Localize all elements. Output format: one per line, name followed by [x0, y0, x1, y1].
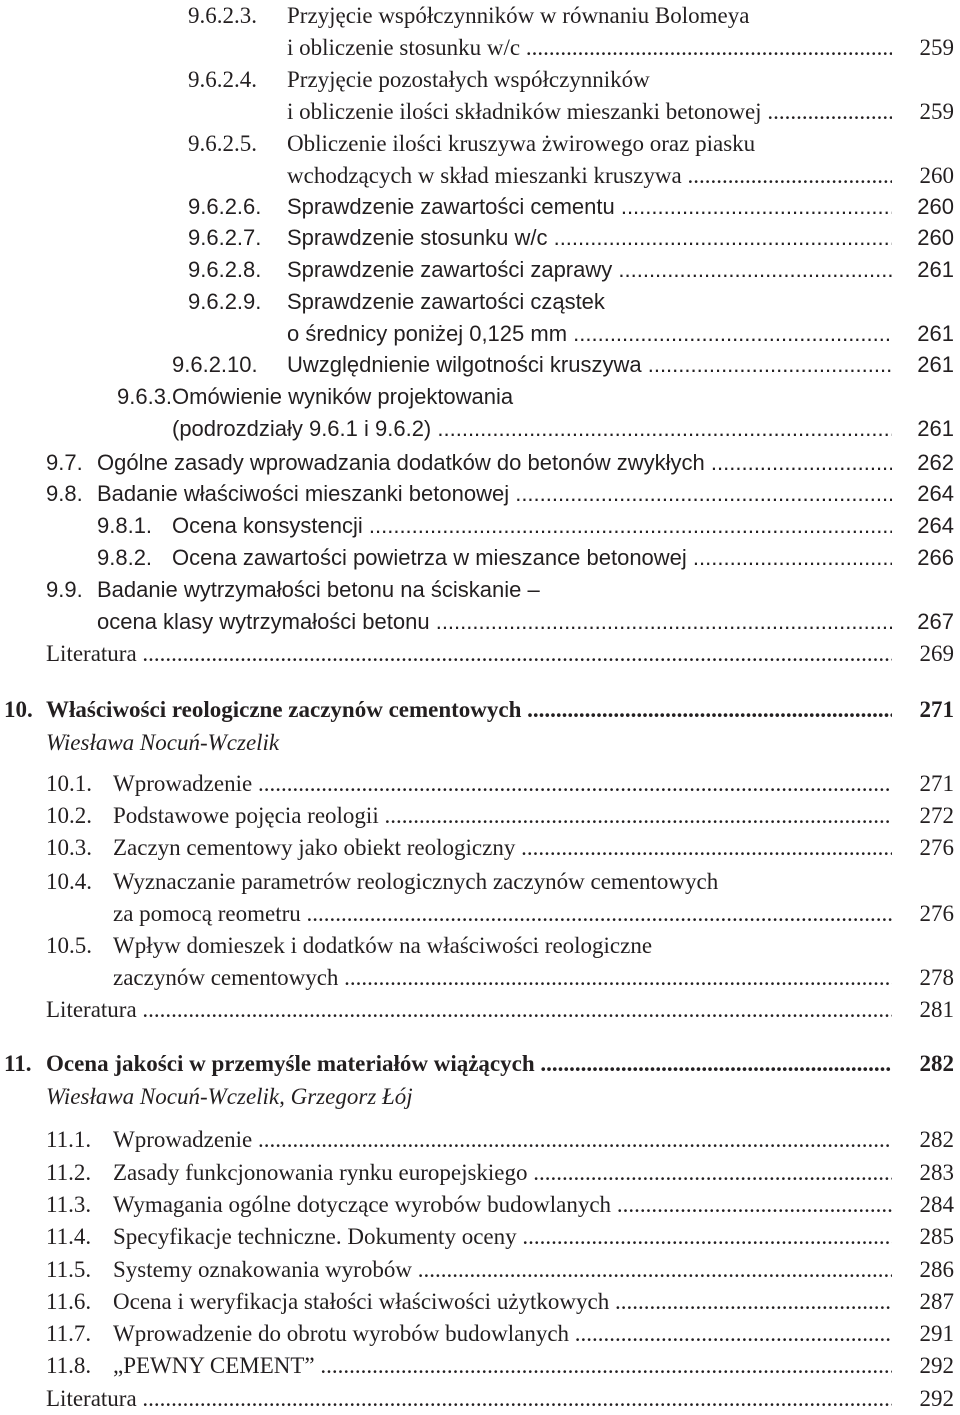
section-number: 10.5.: [46, 933, 92, 958]
toc-entry-line: [0, 478, 960, 510]
toc-entry-line: [0, 1254, 960, 1286]
section-title: za pomocą reometru .....: [113, 898, 892, 930]
page-number: 269: [919, 641, 954, 666]
section-title: Sprawdzenie zawartości cząstek: [287, 289, 605, 314]
section-title: Wpływ domieszek i dodatków na właściwości reologiczne: [113, 933, 653, 958]
section-title: Wprowadzenie do obrotu wyrobów budowlanych .....: [113, 1318, 892, 1350]
toc-entry-line: [0, 930, 960, 962]
section-title: Literatura .....: [46, 638, 892, 670]
section-title: Ocena i weryfikacja stałości właściwości użytkowych .....: [113, 1286, 892, 1318]
page-number: 260: [919, 163, 954, 188]
section-title: Ogólne zasady wprowadzania dodatków do betonów zwykłych .....: [97, 447, 892, 479]
section-title: „PEWNY CEMENT” .....: [113, 1350, 892, 1382]
section-title: Ocena konsystencji .....: [172, 510, 892, 542]
page-number: 291: [919, 1321, 954, 1346]
section-title: Ocena jakości w przemyśle materiałów wiążących .....: [46, 1048, 892, 1080]
toc-entry-line: [0, 994, 960, 1026]
toc-entry-line: [0, 64, 960, 96]
page-number: 261: [917, 352, 954, 377]
toc-entry-line: [0, 1157, 960, 1189]
toc-entry-line: [0, 160, 960, 192]
toc-entry-line: [0, 1124, 960, 1156]
section-title: Właściwości reologiczne zaczynów cementowych .....: [46, 694, 892, 726]
section-number: 11.8.: [46, 1353, 92, 1378]
toc-entry-line: [0, 318, 960, 350]
section-number: 9.8.1.: [97, 513, 153, 538]
page-number: 259: [919, 35, 954, 60]
toc-entry-line: [0, 128, 960, 160]
page-number: 283: [919, 1160, 954, 1185]
page-number: 292: [919, 1353, 954, 1378]
toc-entry-line: [0, 1221, 960, 1253]
section-title: Obliczenie ilości kruszywa żwirowego oraz piasku: [287, 131, 756, 156]
page-number: 261: [917, 257, 954, 282]
section-number: 11.3.: [46, 1192, 92, 1217]
section-number: 9.6.2.6.: [188, 194, 262, 219]
page-number: 264: [917, 481, 954, 506]
toc-entry-line: [0, 832, 960, 864]
page-number: 271: [919, 771, 954, 796]
section-title: Sprawdzenie stosunku w/c .....: [287, 222, 892, 254]
section-title: Podstawowe pojęcia reologii .....: [113, 800, 892, 832]
toc-entry-line: [0, 381, 960, 413]
section-number: 9.6.2.7.: [188, 225, 262, 250]
section-title: Systemy oznakowania wyrobów .....: [113, 1254, 892, 1286]
section-number: 11.: [4, 1051, 32, 1076]
section-title: Literatura .....: [46, 994, 892, 1026]
toc-entry-line: [0, 32, 960, 64]
section-number: 11.7.: [46, 1321, 92, 1346]
section-number: 9.6.2.9.: [188, 289, 262, 314]
page-number: 281: [919, 997, 954, 1022]
page-number: 276: [919, 835, 954, 860]
toc-entry-line: [0, 800, 960, 832]
toc-entry-line: [0, 286, 960, 318]
toc-entry-line: [0, 866, 960, 898]
page-number: 261: [917, 416, 954, 441]
toc-entry-line: [0, 1048, 960, 1080]
toc-entry-line: [0, 349, 960, 381]
section-title: Zasady funkcjonowania rynku europejskiego .....: [113, 1157, 892, 1189]
page-number: 287: [919, 1289, 954, 1314]
section-number: 9.6.2.8.: [188, 257, 262, 282]
section-title: (podrozdziały 9.6.1 i 9.6.2) .....: [172, 413, 892, 445]
page-number: 278: [919, 965, 954, 990]
section-number: 11.4.: [46, 1224, 92, 1249]
section-title: Zaczyn cementowy jako obiekt reologiczny .....: [113, 832, 892, 864]
section-number: 9.8.2.: [97, 545, 153, 570]
page-number: 282: [919, 1051, 954, 1076]
toc-entry-line: [0, 96, 960, 128]
section-title: ocena klasy wytrzymałości betonu .....: [97, 606, 892, 638]
page-number: 266: [917, 545, 954, 570]
toc-entry-line: [0, 0, 960, 32]
section-title: Specyfikacje techniczne. Dokumenty oceny .....: [113, 1221, 892, 1253]
section-title: o średnicy poniżej 0,125 mm .....: [287, 318, 892, 350]
toc-entry-line: [0, 962, 960, 994]
toc-entry-line: [0, 606, 960, 638]
page-number: 286: [919, 1257, 954, 1282]
toc-entry-line: [0, 447, 960, 479]
toc-entry-line: [0, 191, 960, 223]
section-number: 9.8.: [46, 481, 83, 506]
section-title: Wyznaczanie parametrów reologicznych zaczynów cementowych: [113, 869, 719, 894]
page-number: 284: [919, 1192, 954, 1217]
section-title: Wymagania ogólne dotyczące wyrobów budowlanych .....: [113, 1189, 892, 1221]
chapter-author: Wiesława Nocuń-Wczelik, Grzegorz Łój: [46, 1084, 413, 1109]
page-number: 260: [917, 194, 954, 219]
toc-entry-line: [0, 1350, 960, 1382]
toc-entry-line: [0, 1286, 960, 1318]
toc-entry-line: [0, 768, 960, 800]
chapter-author: Wiesława Nocuń-Wczelik: [46, 730, 280, 755]
toc-entry-line: [0, 1189, 960, 1221]
section-title: i obliczenie ilości składników mieszanki betonowej .....: [287, 96, 892, 128]
section-number: 10.2.: [46, 803, 92, 828]
toc-entry-line: [0, 222, 960, 254]
page-number: 267: [917, 609, 954, 634]
section-title: Wprowadzenie .....: [113, 1124, 892, 1156]
page-number: 276: [919, 901, 954, 926]
section-title: Badanie właściwości mieszanki betonowej .....: [97, 478, 892, 510]
section-number: 11.6.: [46, 1289, 92, 1314]
section-title: Literatura .....: [46, 1383, 892, 1415]
section-number: 10.1.: [46, 771, 92, 796]
section-title: Przyjęcie współczynników w równaniu Bolomeya: [287, 3, 750, 28]
section-number: 9.6.2.10.: [172, 352, 258, 377]
section-title: Przyjęcie pozostałych współczynników: [287, 67, 650, 92]
toc-entry-line: [0, 898, 960, 930]
section-number: 10.: [4, 697, 33, 722]
toc-entry-line: [0, 510, 960, 542]
page-number: 262: [917, 450, 954, 475]
page-number: 264: [917, 513, 954, 538]
section-title: Uwzględnienie wilgotności kruszywa .....: [287, 349, 892, 381]
page-number: 285: [919, 1224, 954, 1249]
section-title: Wprowadzenie .....: [113, 768, 892, 800]
section-title: wchodzących w skład mieszanki kruszywa .....: [287, 160, 892, 192]
page-number: 272: [919, 803, 954, 828]
page-number: 259: [919, 99, 954, 124]
toc-entry-line: [0, 1318, 960, 1350]
section-number: 11.5.: [46, 1257, 92, 1282]
section-title: Sprawdzenie zawartości zaprawy .....: [287, 254, 892, 286]
section-number: 9.9.: [46, 577, 83, 602]
toc-entry-line: [0, 413, 960, 445]
toc-entry-line: [0, 542, 960, 574]
toc-entry-line: [0, 638, 960, 670]
section-number: 10.3.: [46, 835, 92, 860]
section-title: Badanie wytrzymałości betonu na ściskanie –: [97, 577, 540, 602]
toc-entry-line: [0, 574, 960, 606]
page-number: 282: [919, 1127, 954, 1152]
section-title: i obliczenie stosunku w/c .....: [287, 32, 892, 64]
section-title: Omówienie wyników projektowania: [172, 384, 514, 409]
section-number: 11.1.: [46, 1127, 92, 1152]
toc-entry-line: [0, 694, 960, 726]
page-number: 271: [919, 697, 954, 722]
section-number: 9.6.2.5.: [188, 131, 257, 156]
section-number: 10.4.: [46, 869, 92, 894]
section-number: 9.6.3.: [117, 384, 173, 409]
section-number: 11.2.: [46, 1160, 92, 1185]
section-number: 9.7.: [46, 450, 83, 475]
toc-entry-line: [0, 1383, 960, 1415]
section-number: 9.6.2.4.: [188, 67, 257, 92]
section-title: Ocena zawartości powietrza w mieszance betonowej .....: [172, 542, 892, 574]
page-number: 292: [919, 1386, 954, 1411]
section-title: Sprawdzenie zawartości cementu .....: [287, 191, 892, 223]
section-number: 9.6.2.3.: [188, 3, 257, 28]
section-title: zaczynów cementowych .....: [113, 962, 892, 994]
page-number: 260: [917, 225, 954, 250]
toc-entry-line: [0, 254, 960, 286]
page-number: 261: [917, 321, 954, 346]
